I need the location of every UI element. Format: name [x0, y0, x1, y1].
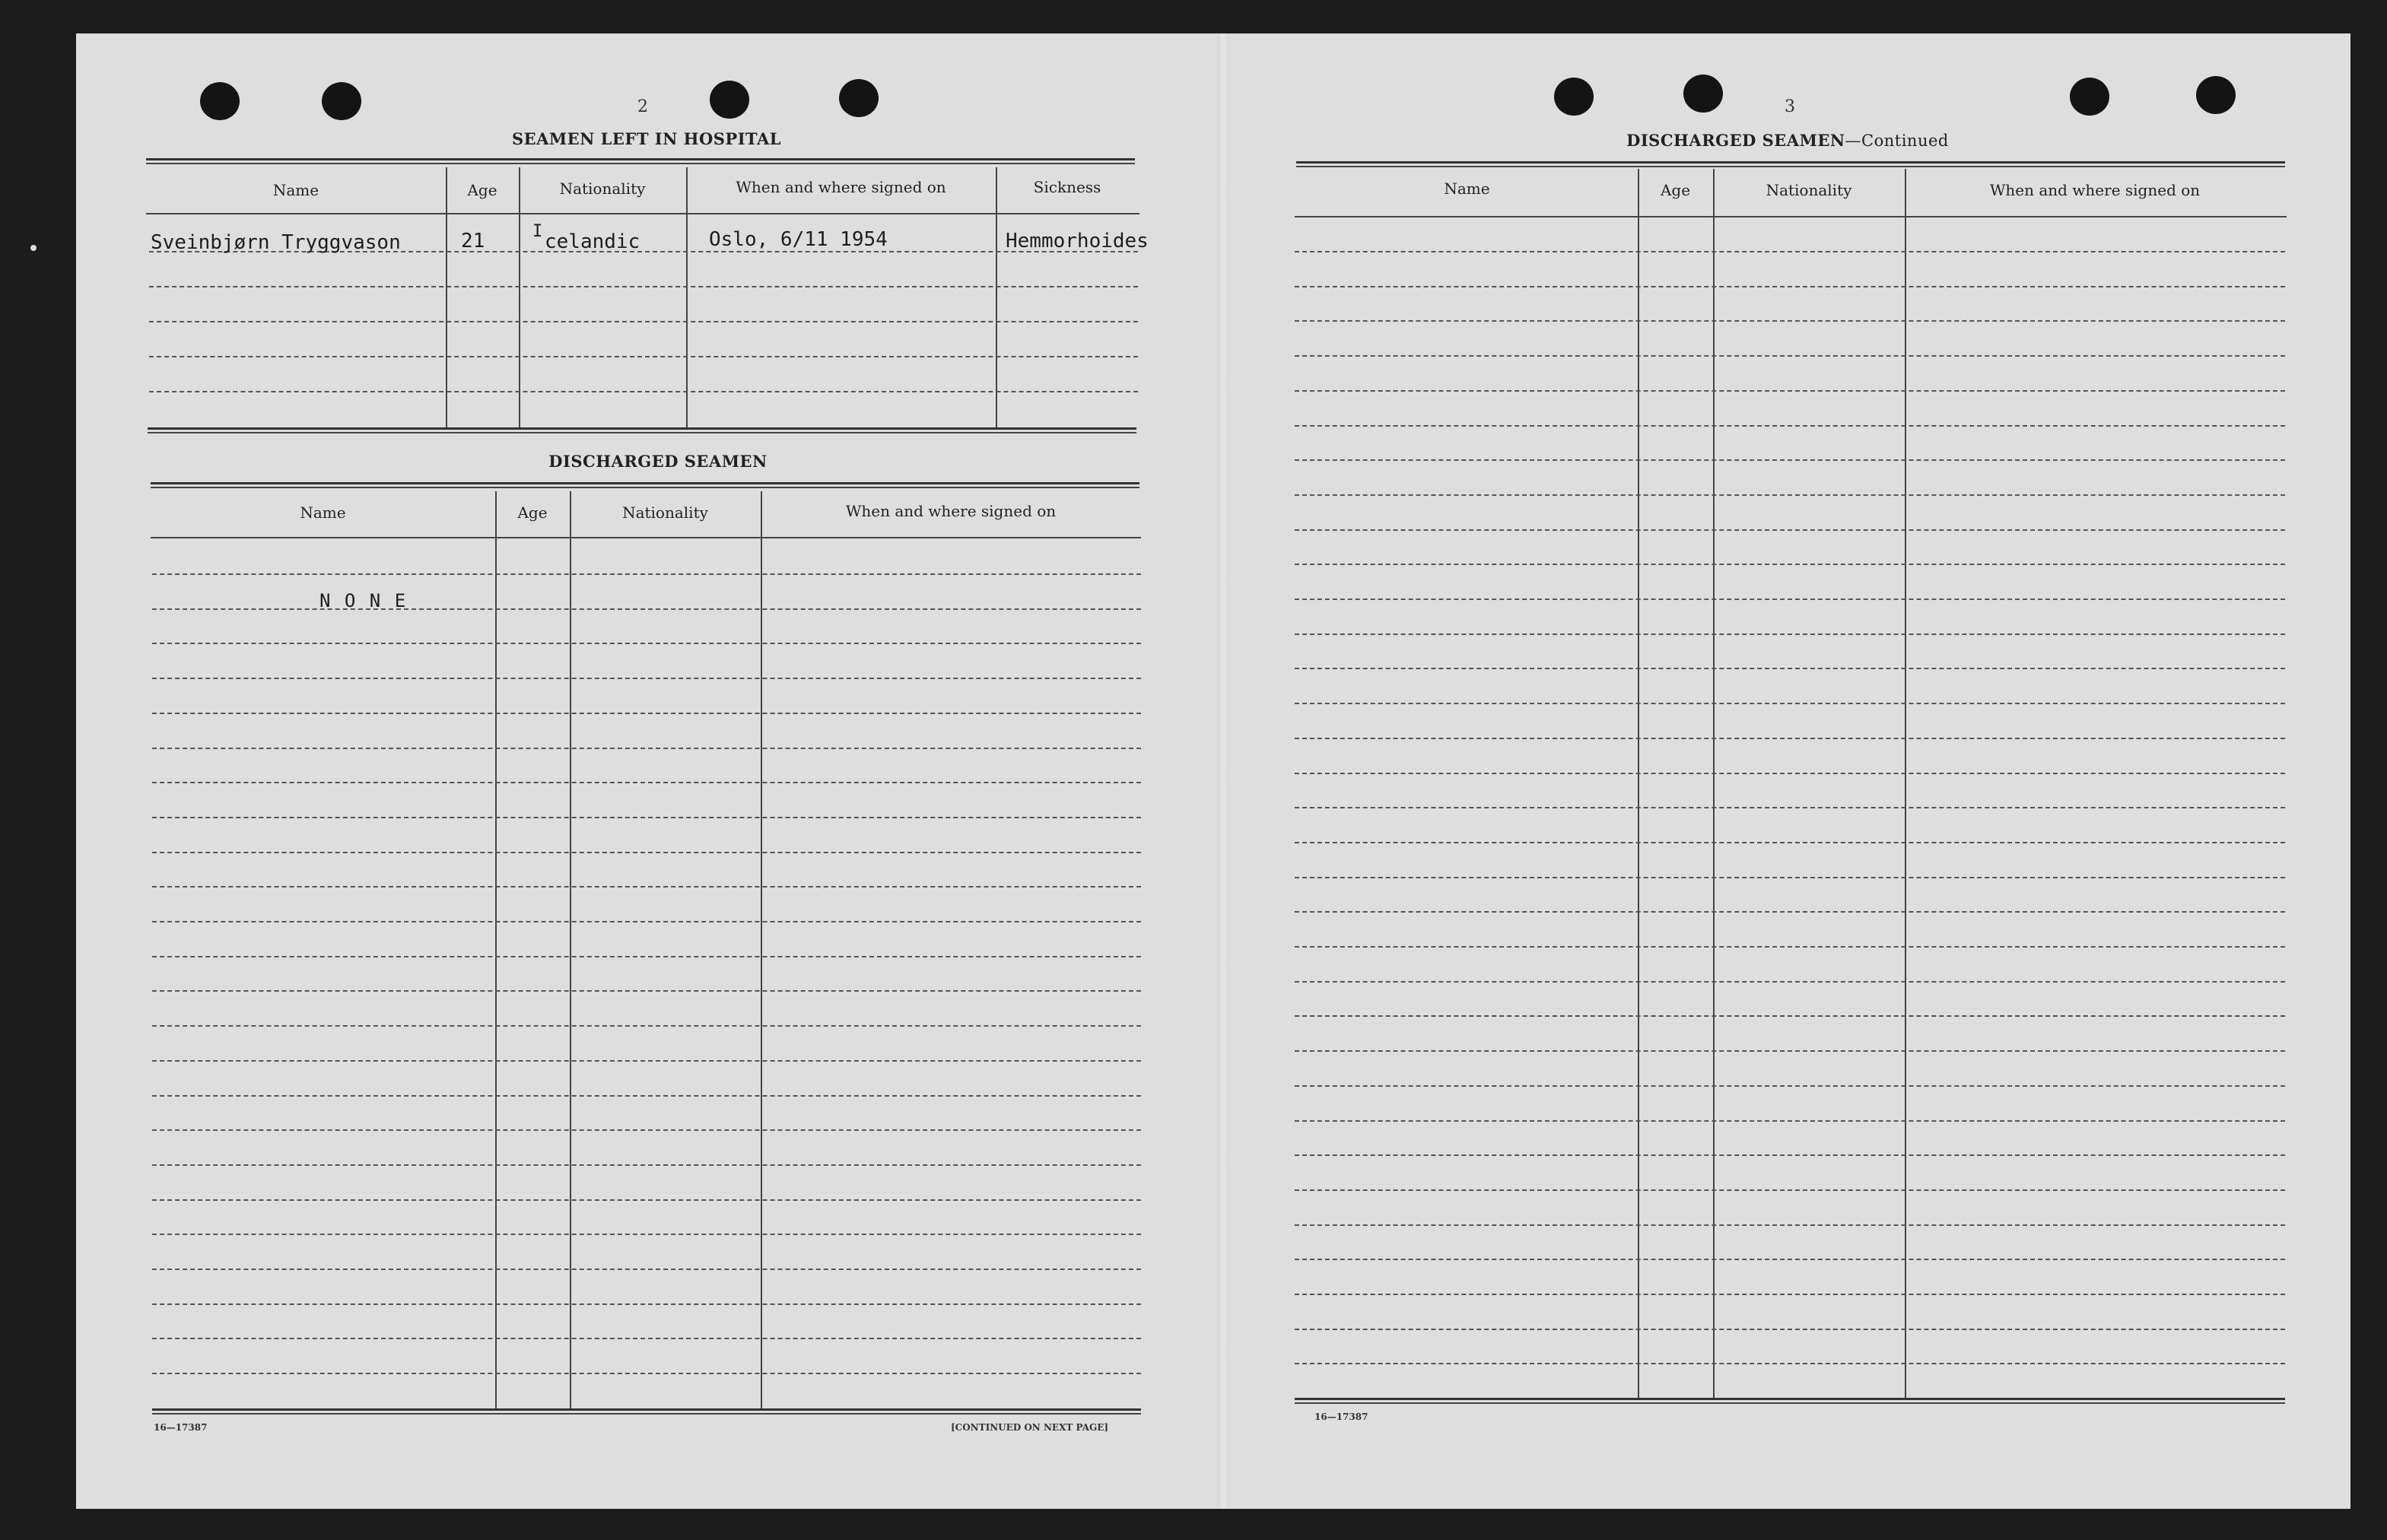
ruled-line — [152, 956, 1141, 957]
punch-hole — [1683, 75, 1723, 113]
hospital-section-title: SEAMEN LEFT IN HOSPITAL — [511, 129, 782, 148]
col-header-age: Age — [1660, 181, 1691, 199]
ruled-line — [1295, 390, 2285, 392]
ruled-line — [1295, 842, 2285, 843]
form-number: 16—17387 — [154, 1422, 208, 1433]
punch-hole — [839, 79, 879, 117]
punch-hole — [322, 82, 361, 120]
ruled-line — [1295, 877, 2285, 878]
discharged-continued-title — [1544, 131, 2031, 150]
ruled-line — [149, 391, 1138, 392]
hospital-entry-name: Sveinbjørn Tryggvason — [151, 231, 401, 254]
ruled-line — [1295, 738, 2285, 739]
ruled-line — [1295, 668, 2285, 669]
ruled-line — [1295, 251, 2285, 252]
punch-hole — [2070, 78, 2109, 116]
ruled-line — [1295, 1224, 2285, 1226]
ruled-line — [149, 321, 1138, 322]
ruled-line — [1295, 286, 2285, 287]
table-bottom-rule — [152, 1408, 1141, 1415]
document-sheet — [76, 33, 2350, 1509]
column-divider — [1638, 169, 1639, 1398]
column-divider — [446, 167, 447, 427]
ruled-line — [1295, 911, 2285, 913]
ruled-line — [152, 643, 1141, 644]
ruled-line — [1295, 773, 2285, 774]
ruled-line — [1295, 1050, 2285, 1052]
punch-hole — [710, 81, 749, 119]
ruled-line — [1295, 1154, 2285, 1156]
ruled-line — [149, 356, 1138, 357]
ruled-line — [1295, 1015, 2285, 1017]
ruled-line — [1295, 320, 2285, 322]
ruled-line — [152, 886, 1141, 887]
column-divider — [570, 491, 571, 1408]
ruled-line — [152, 817, 1141, 818]
header-rule — [151, 537, 1141, 538]
hospital-entry-age: 21 — [461, 230, 485, 252]
column-divider — [1713, 169, 1715, 1398]
col-header-signed-on: When and where signed on — [1989, 181, 2201, 199]
punch-hole — [1554, 78, 1594, 116]
ruled-line — [1295, 807, 2285, 808]
ruled-line — [1295, 425, 2285, 427]
punch-hole — [200, 82, 240, 120]
header-rule — [1295, 216, 2287, 218]
col-header-nationality: Nationality — [559, 179, 646, 198]
col-header-age: Age — [467, 181, 497, 199]
header-rule — [146, 213, 1139, 214]
column-divider — [686, 167, 688, 427]
table-top-rule — [151, 482, 1139, 488]
ruled-line — [152, 1199, 1141, 1201]
ruled-line — [152, 1025, 1141, 1027]
discharged-continued-title-suffix: —Continued — [1845, 132, 1949, 150]
ruled-line — [1295, 703, 2285, 704]
table-bottom-rule — [1295, 1398, 2285, 1404]
ruled-line — [1295, 494, 2285, 496]
ruled-line — [152, 1129, 1141, 1131]
ruled-line — [149, 286, 1138, 287]
ruled-line — [1295, 981, 2285, 983]
ruled-line — [152, 1373, 1141, 1374]
col-header-name: Name — [300, 503, 346, 522]
ruled-line — [152, 1164, 1141, 1166]
hospital-entry-signed-on: Oslo, 6/11 1954 — [709, 228, 888, 251]
column-divider — [996, 167, 997, 427]
ruled-line — [1295, 1085, 2285, 1087]
hospital-entry-sickness: Hemmorhoides — [1006, 230, 1149, 252]
col-header-signed-on: When and where signed on — [845, 502, 1057, 520]
col-header-name: Name — [1444, 179, 1490, 198]
column-divider — [519, 167, 520, 427]
page-number: 2 — [637, 97, 648, 116]
ruled-line — [1295, 1329, 2285, 1330]
discharged-continued-title-main: DISCHARGED SEAMEN — [1626, 131, 1845, 150]
continued-note: [CONTINUED ON NEXT PAGE] — [951, 1422, 1109, 1433]
ruled-line — [152, 608, 1141, 610]
ruled-line — [1295, 564, 2285, 565]
ruled-line — [1295, 633, 2285, 635]
ruled-line — [1295, 946, 2285, 948]
ruled-line — [1295, 1363, 2285, 1364]
ruled-line — [1295, 1120, 2285, 1122]
ruled-line — [1295, 1294, 2285, 1295]
col-header-sickness: Sickness — [1033, 178, 1101, 196]
column-divider — [1905, 169, 1906, 1398]
column-divider — [761, 491, 762, 1408]
col-header-name: Name — [272, 181, 319, 199]
table-top-rule — [146, 158, 1135, 164]
dust-speck — [30, 245, 37, 251]
hospital-entry-nationality: celandic — [545, 230, 640, 253]
center-fold — [1217, 33, 1229, 1509]
ruled-line — [152, 1303, 1141, 1305]
ruled-line — [152, 678, 1141, 679]
ruled-line — [1295, 1189, 2285, 1191]
table-top-rule — [1296, 161, 2285, 167]
col-header-age: Age — [517, 503, 548, 522]
ruled-line — [152, 713, 1141, 714]
ruled-line — [152, 1234, 1141, 1235]
col-header-nationality: Nationality — [622, 503, 708, 522]
ruled-line — [1295, 1259, 2285, 1260]
ruled-line — [1295, 355, 2285, 357]
ruled-line — [1295, 599, 2285, 600]
discharged-entry-none: N O N E — [319, 590, 408, 611]
punch-hole — [2196, 76, 2236, 114]
ruled-line — [152, 748, 1141, 749]
col-header-nationality: Nationality — [1766, 181, 1852, 199]
hospital-entry-nationality-initial: I — [532, 222, 543, 241]
table-bottom-rule — [148, 427, 1136, 433]
ruled-line — [152, 1338, 1141, 1339]
ruled-line — [152, 1269, 1141, 1270]
ruled-line — [152, 990, 1141, 992]
page-number: 3 — [1785, 97, 1795, 116]
ruled-line — [152, 782, 1141, 783]
discharged-section-title: DISCHARGED SEAMEN — [548, 452, 768, 471]
ruled-line — [152, 1095, 1141, 1097]
column-divider — [495, 491, 497, 1408]
ruled-line — [1295, 529, 2285, 531]
form-number: 16—17387 — [1314, 1411, 1368, 1422]
col-header-signed-on: When and where signed on — [736, 178, 946, 196]
ruled-line — [1295, 459, 2285, 461]
ruled-line — [152, 573, 1141, 575]
ruled-line — [152, 852, 1141, 853]
ruled-line — [152, 921, 1141, 922]
ruled-line — [152, 1060, 1141, 1062]
